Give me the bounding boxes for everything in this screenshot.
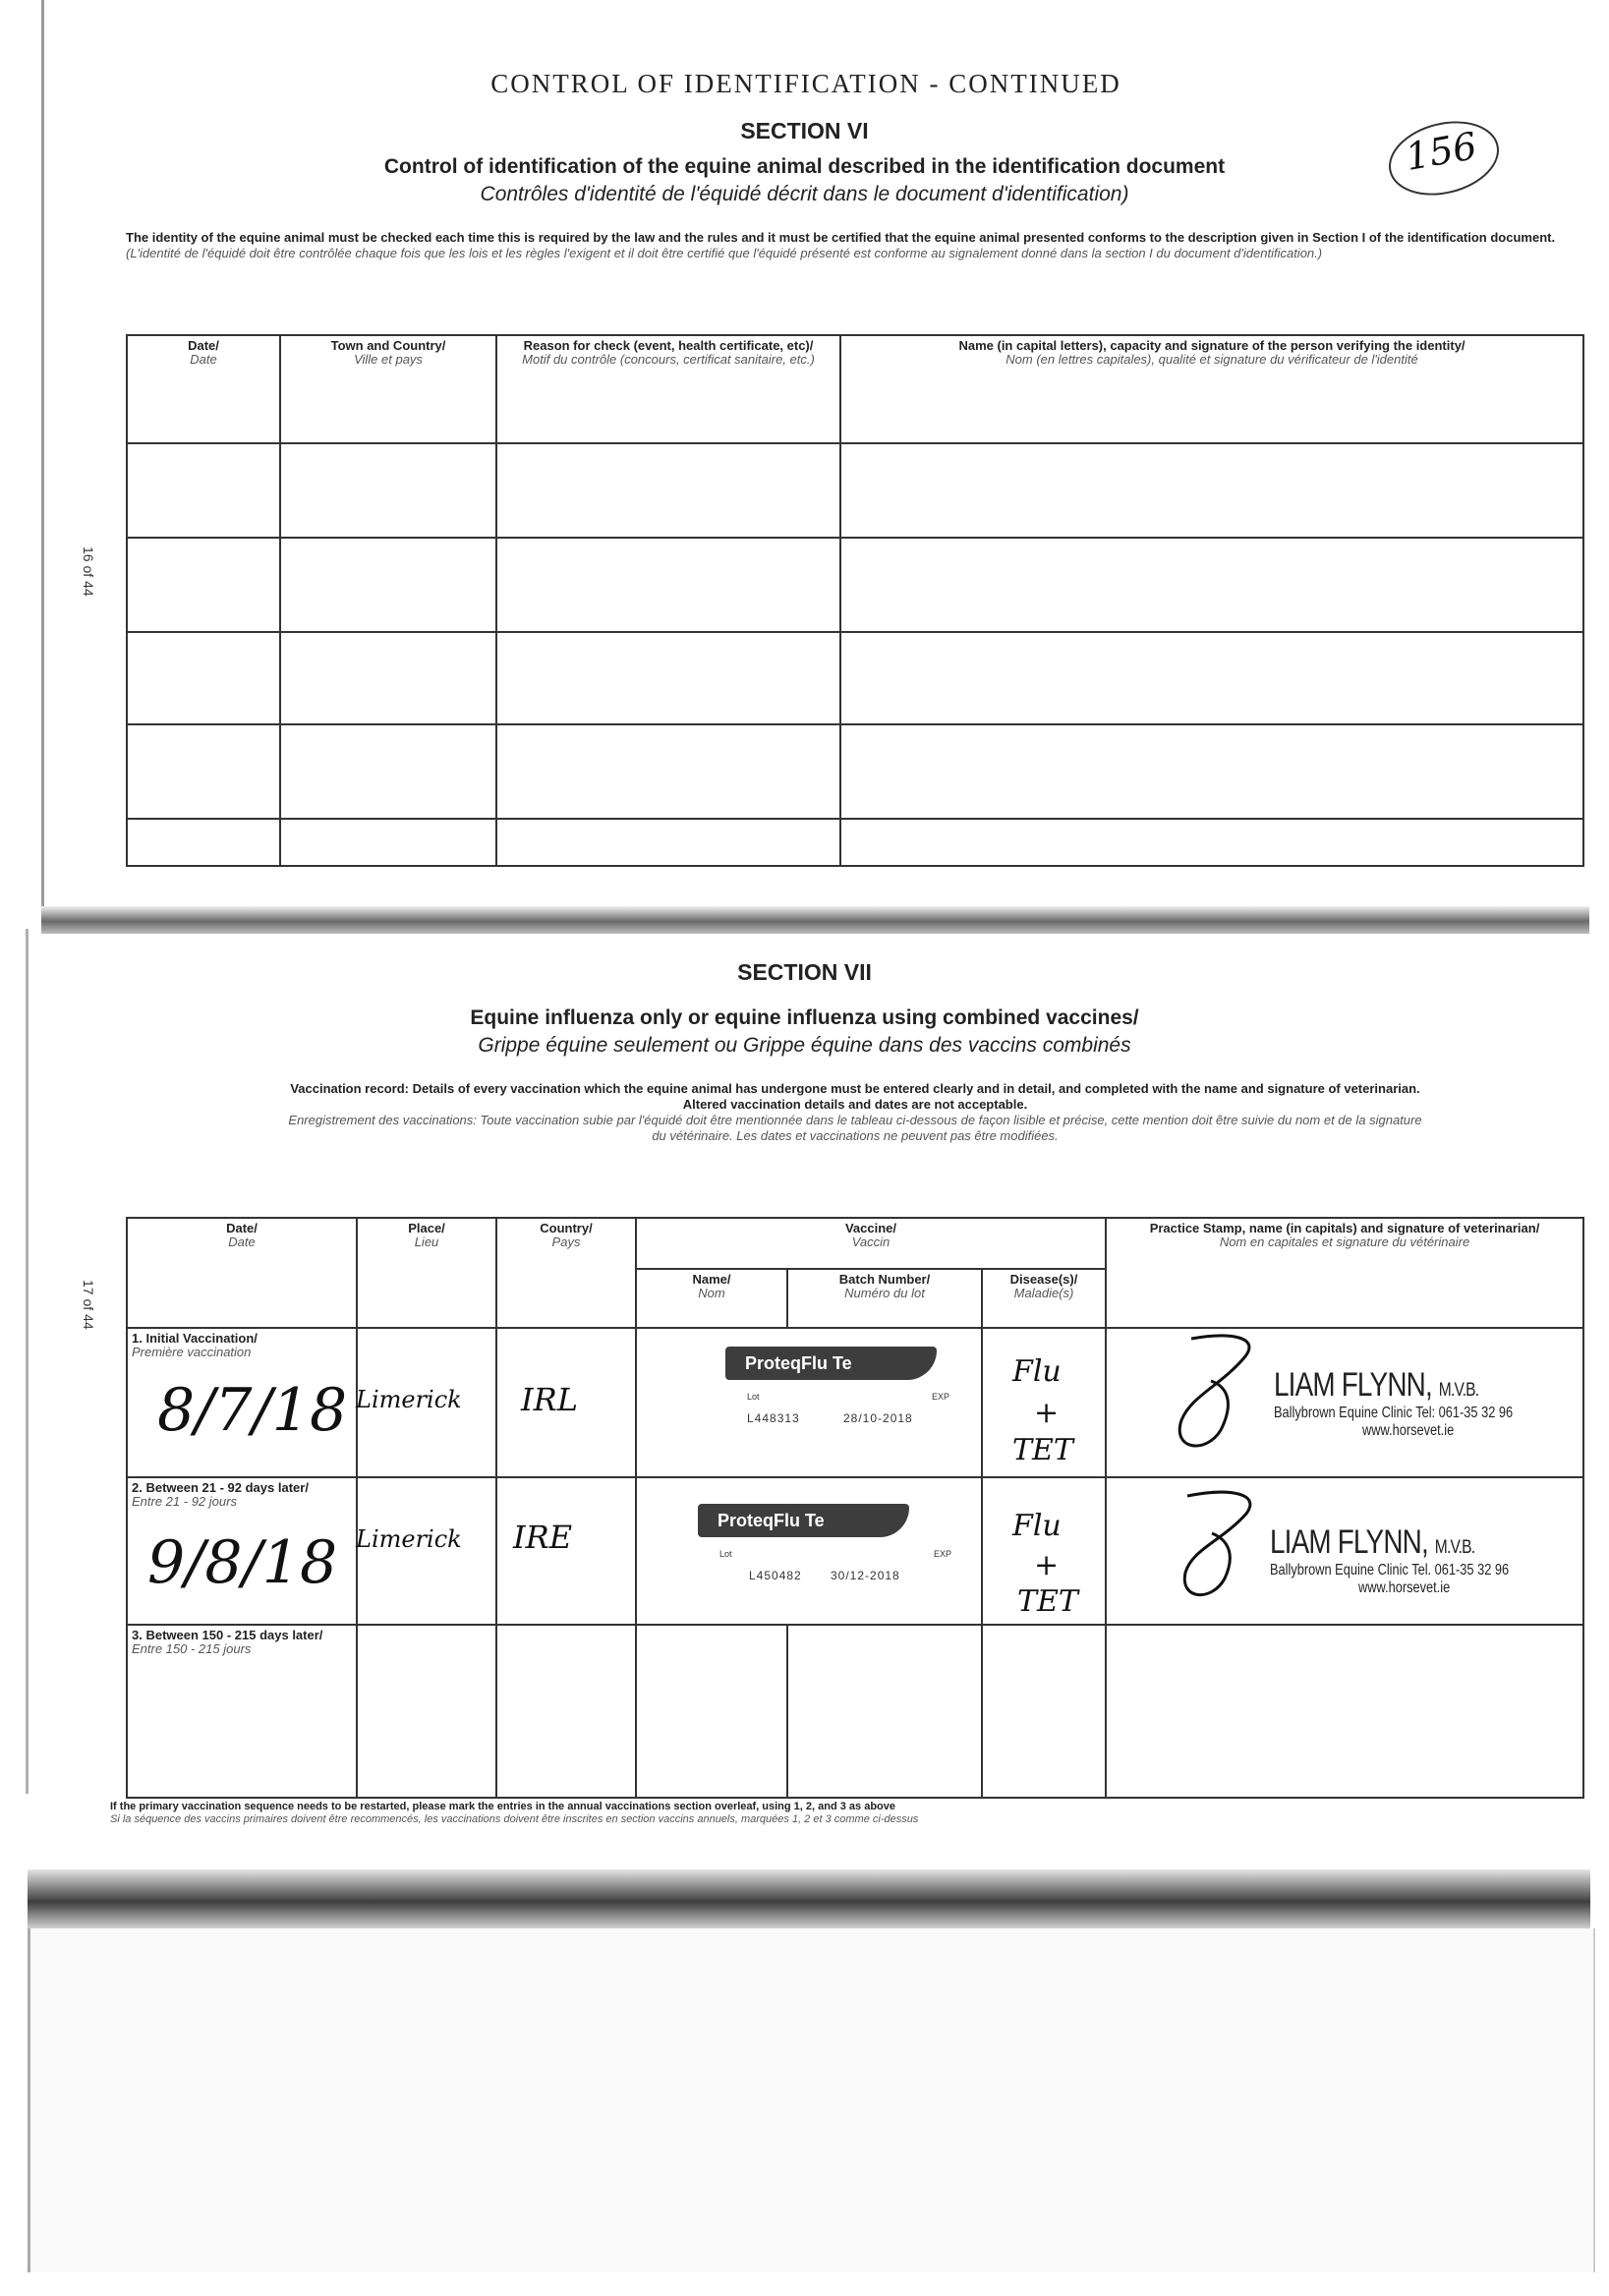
vacc1-disease-1: Flu [1012,1354,1062,1389]
vacc1-date: 8/7/18 [157,1376,348,1445]
col-date: Date/ Date [127,335,280,443]
section6-intro [126,230,1561,261]
vacc2-disease-2: + [1034,1548,1060,1582]
section7-heading: SECTION VII [737,959,872,985]
table-row: 3. Between 150 - 215 days later/ Entre 150 - 215 jours [127,1625,1583,1798]
vaccination-header-row [127,1218,1583,1269]
section7-intro-fr-1: Enregistrement des vaccinations: Toute vaccination subie par l'équidé doit être mentionnée dans le tableau ci-dessous de façon lisible et précise, cette mention doit être suivie du nom et de la signature [288,1113,1422,1127]
vaccine-logo: ProteqFlu Te [698,1504,909,1537]
vacc1-country: IRL [521,1381,578,1418]
col-vacc-date: Date/ Date [127,1218,357,1328]
table-row: 2. Between 21 - 92 days later/ Entre 21 - 92 jours [127,1477,1583,1625]
col-vacc-name: Name/ Nom [636,1269,787,1328]
vacc2-expiry: 30/12-2018 [831,1569,900,1582]
section6-heading: SECTION VI [740,118,869,144]
col-vacc-stamp: Practice Stamp, name (in capitals) and signature of veterinarian/ Nom en capitales et signature du vétérinaire [1106,1218,1583,1328]
vacc2-signature [1158,1482,1286,1610]
table-row: 1. Initial Vaccination/ Première vaccination [127,1328,1583,1477]
table-row [127,724,1583,819]
section7-intro-en-2: Altered vaccination details and dates are not acceptable. [682,1097,1028,1112]
vacc2-disease-3: TET [1017,1584,1078,1619]
identity-check-table [126,334,1584,867]
table-row [127,443,1583,538]
vacc1-sticker: ProteqFlu Te Lot EXP L448313 28/10-2018 [725,1347,966,1429]
vacc1-practice-stamp: LIAM FLYNN, M.V.B. Ballybrown Equine Clinic Tel: 061-35 32 96 www.horsevet.ie [1274,1366,1514,1439]
col-vacc-batch: Batch Number/ Numéro du lot [787,1269,982,1328]
page-title: CONTROL OF IDENTIFICATION - CONTINUED [490,69,1121,98]
vacc2-practice-stamp: LIAM FLYNN, M.V.B. Ballybrown Equine Clinic Tel. 061-35 32 96 www.horsevet.ie [1270,1523,1510,1596]
section6-intro-en: The identity of the equine animal must be checked each time this is required by the law and the rules and it must be certified that the equine animal presented conforms to the description given in Section I of the identification document. [126,230,1556,245]
vacc2-batch: L450482 [749,1569,802,1582]
section6-subtitle-en: Control of identification of the equine animal described in the identification document [383,155,1226,178]
vacc1-disease-3: TET [1012,1433,1073,1467]
col-vacc-country: Country/ Pays [496,1218,636,1328]
vacc2-place: Limerick [356,1525,462,1553]
vacc1-signature [1152,1327,1280,1464]
section6-intro-fr: (L'identité de l'équidé doit être contrôlée chaque fois que les lois et les règles l'exigent et il doit être certifié que l'équidé présenté est conforme au signalement donné dans la section I du document d'identification.) [126,246,1323,260]
vacc1-batch: L448313 [747,1411,800,1425]
table-row [127,819,1583,866]
col-town-country: Town and Country/ Ville et pays [280,335,496,443]
section7-subtitle-fr: Grippe équine seulement ou Grippe équine dans des vaccins combinés [478,1034,1131,1057]
table-row [127,632,1583,724]
col-reason: Reason for check (event, health certificate, etc)/ Motif du contrôle (concours, certificat sanitaire, etc.) [496,335,840,443]
footnote-fr: Si la séquence des vaccins primaires doivent être recommencés, les vaccinations doivent être inscrites en section vaccins annuels, marquées 1, 2 et 3 comme ci-dessus [110,1813,919,1825]
section7-intro-en-1: Vaccination record: Details of every vaccination which the equine animal has undergone must be entered clearly and in detail, and completed with the name and signature of veterinarian. [290,1081,1420,1096]
footnote-en: If the primary vaccination sequence needs to be restarted, please mark the entries in the annual vaccinations section overleaf, using 1, 2, and 3 as above [110,1801,896,1812]
vaccine-logo: ProteqFlu Te [725,1347,937,1380]
section7-intro [128,1081,1582,1144]
col-vacc-vaccine: Vaccine/ Vaccin [636,1218,1106,1269]
vacc2-sticker: ProteqFlu Te Lot EXP L450482 30/12-2018 [698,1504,939,1586]
scan-fold-bar [41,906,1589,934]
section7-intro-fr-2: du vétérinaire. Les dates et vaccinations ne peuvent pas être modifiées. [652,1128,1059,1143]
annotation-number: 156 [1402,124,1480,179]
page-number-16: 16 of 44 [81,546,96,597]
col-vacc-place: Place/ Lieu [357,1218,496,1328]
vacc2-country: IRE [513,1519,573,1556]
vacc1-disease-2: + [1034,1396,1060,1430]
scan-left-edge-bottom [26,929,29,1794]
section7-subtitle-en: Equine influenza only or equine influenza using combined vaccines/ [470,1006,1139,1029]
vacc1-place: Limerick [356,1386,462,1413]
section7-footnote [110,1801,1388,1826]
vacc1-expiry: 28/10-2018 [843,1411,913,1425]
identity-check-header-row [127,335,1583,443]
vacc2-disease-1: Flu [1012,1509,1062,1543]
scan-bottom-strip [28,1928,1595,2272]
vacc2-date: 9/8/18 [147,1528,338,1597]
col-verifier: Name (in capital letters), capacity and signature of the person verifying the identity/ Nom (en lettres capitales), qualité et signature du vérificateur de l'identité [840,335,1583,443]
table-row [127,538,1583,632]
col-vacc-disease: Disease(s)/ Maladie(s) [982,1269,1106,1328]
section6-subtitle-fr: Contrôles d'identité de l'équidé décrit dans le document d'identification) [480,183,1129,205]
scan-bottom-binding [28,1869,1590,1928]
page-number-17: 17 of 44 [81,1280,96,1330]
